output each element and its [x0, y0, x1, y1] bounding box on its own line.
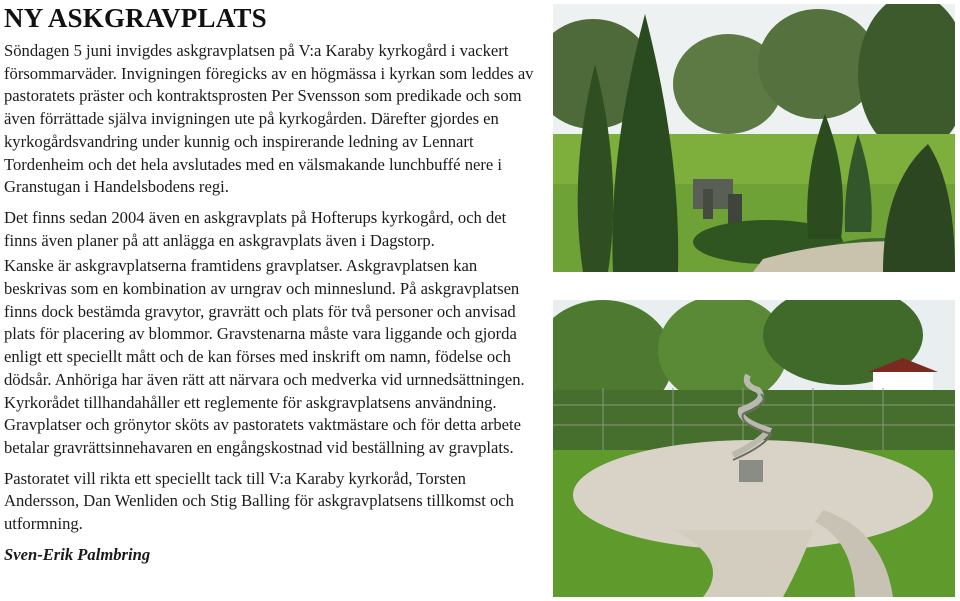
- article-paragraph-1: Söndagen 5 juni invigdes askgravplatsen på V:a Karaby kyrkogård i vackert försommarväder. Invigningen föregicks av en högmässa i kyrkan som leddes av pastoratets präster och kontraktsprosten Per Svensson som predikade och som även förrättade själva invigningen ute på kyrkogården. Därefter gjordes en kyrkogårdsvandring under kunnig och inspirerande ledning av Lennart Tordenheim och det hela avslutades med en välsmakande lunchbuffé nere i Granstugan i Handelsbodens regi.: [4, 41, 534, 197]
- garden-cypress-illustration: [553, 4, 955, 272]
- article-paragraph-2: Det finns sedan 2004 även en askgravplats på Hofterups kyrkogård, och det finns även planer på att anlägga en askgravplats även i Dagstorp.: [4, 207, 507, 250]
- spiral-sculpture-illustration: [553, 300, 955, 597]
- spiral-sculpture-photo: [553, 300, 955, 597]
- article-title: NY ASKGRAVPLATS: [4, 3, 267, 33]
- garden-cypress-photo: [553, 4, 955, 272]
- article-text-column: [4, 2, 540, 566]
- article-signature: Sven-Erik Palmbring: [4, 544, 151, 564]
- article-paragraph-4: Pastoratet vill rikta ett speciellt tack till V:a Karaby kyrkoråd, Torsten Andersson, Dan Wenliden och Stig Balling för askgravplatsens tillkomst och utformning.: [4, 468, 514, 534]
- article-paragraph-3: Kanske är askgravplatserna framtidens gravplatser. Askgravplatsen kan beskrivas som en kombination av urngrav och minneslund. På askgravplatsen finns dock bestämda gravytor, gravrätt och plats för två personer och anvisad plats för placering av blommor. Gravstenarna måste vara liggande och gjorda enligt ett speciellt mått och de kan förses med inskrift om namn, födelse och dödsår. Anhöriga har även rätt att närvara och medverka vid urnnedsättningen. Kyrkorådet tillhandahåller ett reglemente för askgravplatsens användning. Gravplatser och grönytor sköts av pastoratets vaktmästare och för detta arbete betalar gravrättsinnehavaren en engångskostnad vid beställning av gravplats.: [4, 256, 525, 457]
